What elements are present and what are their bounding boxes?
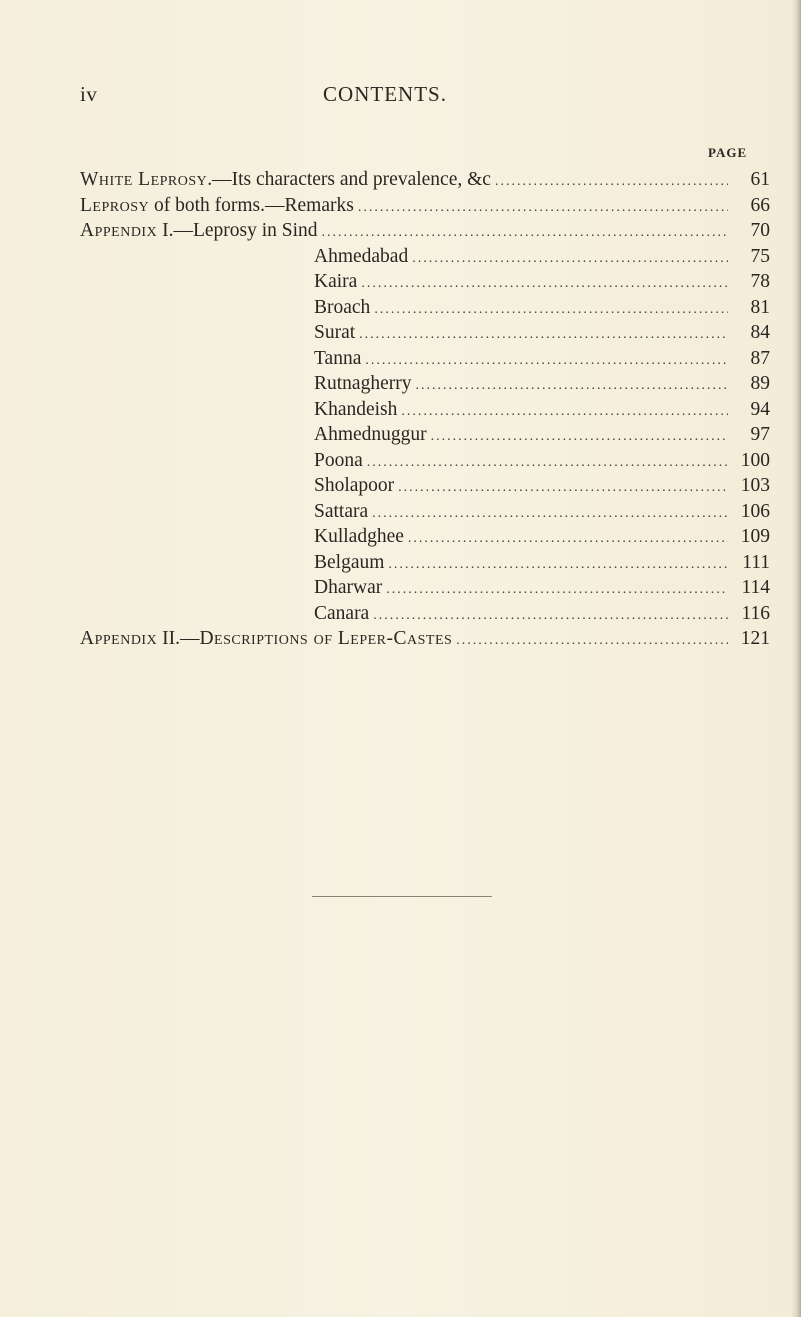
toc-entry-title	[314, 524, 404, 550]
toc-entry-text: Ahmednuggur	[314, 424, 427, 445]
toc-entry-text: II.—	[157, 628, 200, 649]
toc-entry-text: .—Its characters and prevalence, &c	[207, 169, 491, 190]
toc-entry	[80, 346, 770, 372]
dot-leader	[456, 628, 728, 654]
toc-entry-text: Dharwar	[314, 577, 383, 598]
toc-entry	[80, 550, 770, 576]
toc-entry-text: Kulladghee	[314, 526, 404, 547]
toc-entry-small-caps: White Leprosy	[80, 169, 208, 190]
toc-entry-title	[314, 473, 394, 499]
toc-entry	[80, 218, 770, 244]
table-of-contents	[80, 167, 770, 652]
toc-entry-text: of both forms.—Remarks	[149, 194, 354, 216]
toc-entry-text: Broach	[314, 296, 371, 318]
toc-entry-title	[314, 499, 368, 525]
dot-leader	[412, 246, 728, 272]
dot-leader	[386, 577, 728, 603]
toc-entry-text: Ahmedabad	[314, 245, 409, 267]
toc-entry-small-caps: Descriptions of Leper-Castes	[199, 628, 453, 649]
toc-entry-title	[314, 371, 411, 397]
toc-entry-page-number: 87	[750, 347, 770, 369]
toc-entry-page-number: 114	[741, 577, 770, 598]
toc-entry-page-number: 81	[750, 296, 770, 318]
toc-entry-small-caps: Leprosy	[80, 194, 150, 216]
toc-entry-small-caps: Appendix	[80, 628, 158, 649]
toc-entry	[80, 244, 770, 270]
dot-leader	[359, 322, 728, 348]
running-head: CONTENTS.	[323, 82, 447, 106]
toc-entry-page-number: 106	[740, 500, 770, 522]
toc-entry-page-number: 100	[740, 449, 770, 471]
toc-entry	[80, 371, 770, 397]
toc-entry-text: Sholapoor	[314, 475, 395, 496]
dot-leader	[361, 271, 728, 297]
toc-entry	[80, 601, 770, 627]
dot-leader	[358, 195, 728, 221]
toc-entry-text: Kaira	[314, 271, 358, 292]
page-edge-shadow	[791, 0, 801, 1317]
toc-entry-title	[314, 550, 384, 576]
toc-entry-title	[80, 193, 354, 219]
toc-entry	[80, 269, 770, 295]
dot-leader	[374, 297, 728, 323]
toc-entry	[80, 193, 770, 219]
toc-entry-title	[314, 346, 361, 372]
toc-entry-page-number: 78	[750, 271, 770, 292]
toc-entry-title	[314, 601, 369, 627]
toc-entry-page-number: 103	[740, 475, 770, 496]
page-folio: iv	[80, 82, 98, 106]
toc-entry	[80, 473, 770, 499]
dot-leader	[322, 220, 728, 246]
toc-entry-page-number: 97	[750, 424, 770, 445]
toc-entry-text: Sattara	[314, 500, 369, 522]
toc-entry	[80, 626, 770, 652]
toc-entry-title	[314, 269, 357, 295]
toc-entry	[80, 575, 770, 601]
dot-leader	[365, 348, 728, 374]
dot-leader	[408, 526, 728, 552]
toc-entry-title	[80, 167, 491, 193]
dot-leader	[415, 373, 728, 399]
toc-entry-text: I.—Leprosy in Sind	[157, 220, 318, 241]
toc-entry-page-number: 66	[750, 194, 770, 216]
toc-entry-page-number: 75	[750, 245, 770, 267]
toc-entry-page-number: 84	[750, 322, 770, 343]
toc-entry	[80, 397, 770, 423]
toc-entry-title	[314, 448, 363, 474]
toc-entry	[80, 524, 770, 550]
toc-entry-text: Tanna	[314, 347, 362, 369]
toc-entry-text: Rutnagherry	[314, 373, 412, 394]
toc-entry-text: Surat	[314, 322, 356, 343]
toc-entry-page-number: 94	[750, 398, 770, 420]
dot-leader	[495, 169, 728, 195]
dot-leader	[373, 603, 728, 629]
toc-entry-title	[314, 397, 397, 423]
toc-entry-text: Canara	[314, 602, 370, 624]
divider-rule	[312, 896, 492, 897]
toc-entry	[80, 448, 770, 474]
toc-entry	[80, 320, 770, 346]
toc-entry-text: Belgaum	[314, 551, 385, 573]
dot-leader	[401, 399, 728, 425]
toc-entry-title	[314, 244, 408, 270]
toc-entry	[80, 422, 770, 448]
toc-entry-page-number: 109	[740, 526, 770, 547]
toc-entry	[80, 295, 770, 321]
dot-leader	[367, 450, 728, 476]
toc-entry-page-number: 61	[750, 169, 770, 190]
dot-leader	[372, 501, 728, 527]
toc-entry-page-number: 121	[740, 628, 770, 649]
dot-leader	[431, 424, 728, 450]
dot-leader	[398, 475, 728, 501]
toc-entry-text: Poona	[314, 449, 363, 471]
toc-entry-title	[314, 320, 355, 346]
toc-entry-page-number: 89	[750, 373, 770, 394]
toc-entry-page-number: 111	[742, 551, 770, 573]
toc-entry-title	[314, 422, 427, 448]
toc-entry	[80, 167, 770, 193]
toc-entry-page-number: 116	[741, 602, 770, 624]
toc-entry-text: Khandeish	[314, 398, 398, 420]
page-column-label: PAGE	[708, 145, 748, 160]
page-header	[80, 82, 690, 112]
toc-entry-title	[314, 575, 382, 601]
dot-leader	[388, 552, 728, 578]
toc-entry-title	[80, 218, 318, 244]
toc-entry-title	[80, 626, 452, 652]
toc-entry-page-number: 70	[750, 220, 770, 241]
toc-entry	[80, 499, 770, 525]
toc-entry-small-caps: Appendix	[80, 220, 158, 241]
toc-entry-title	[314, 295, 370, 321]
